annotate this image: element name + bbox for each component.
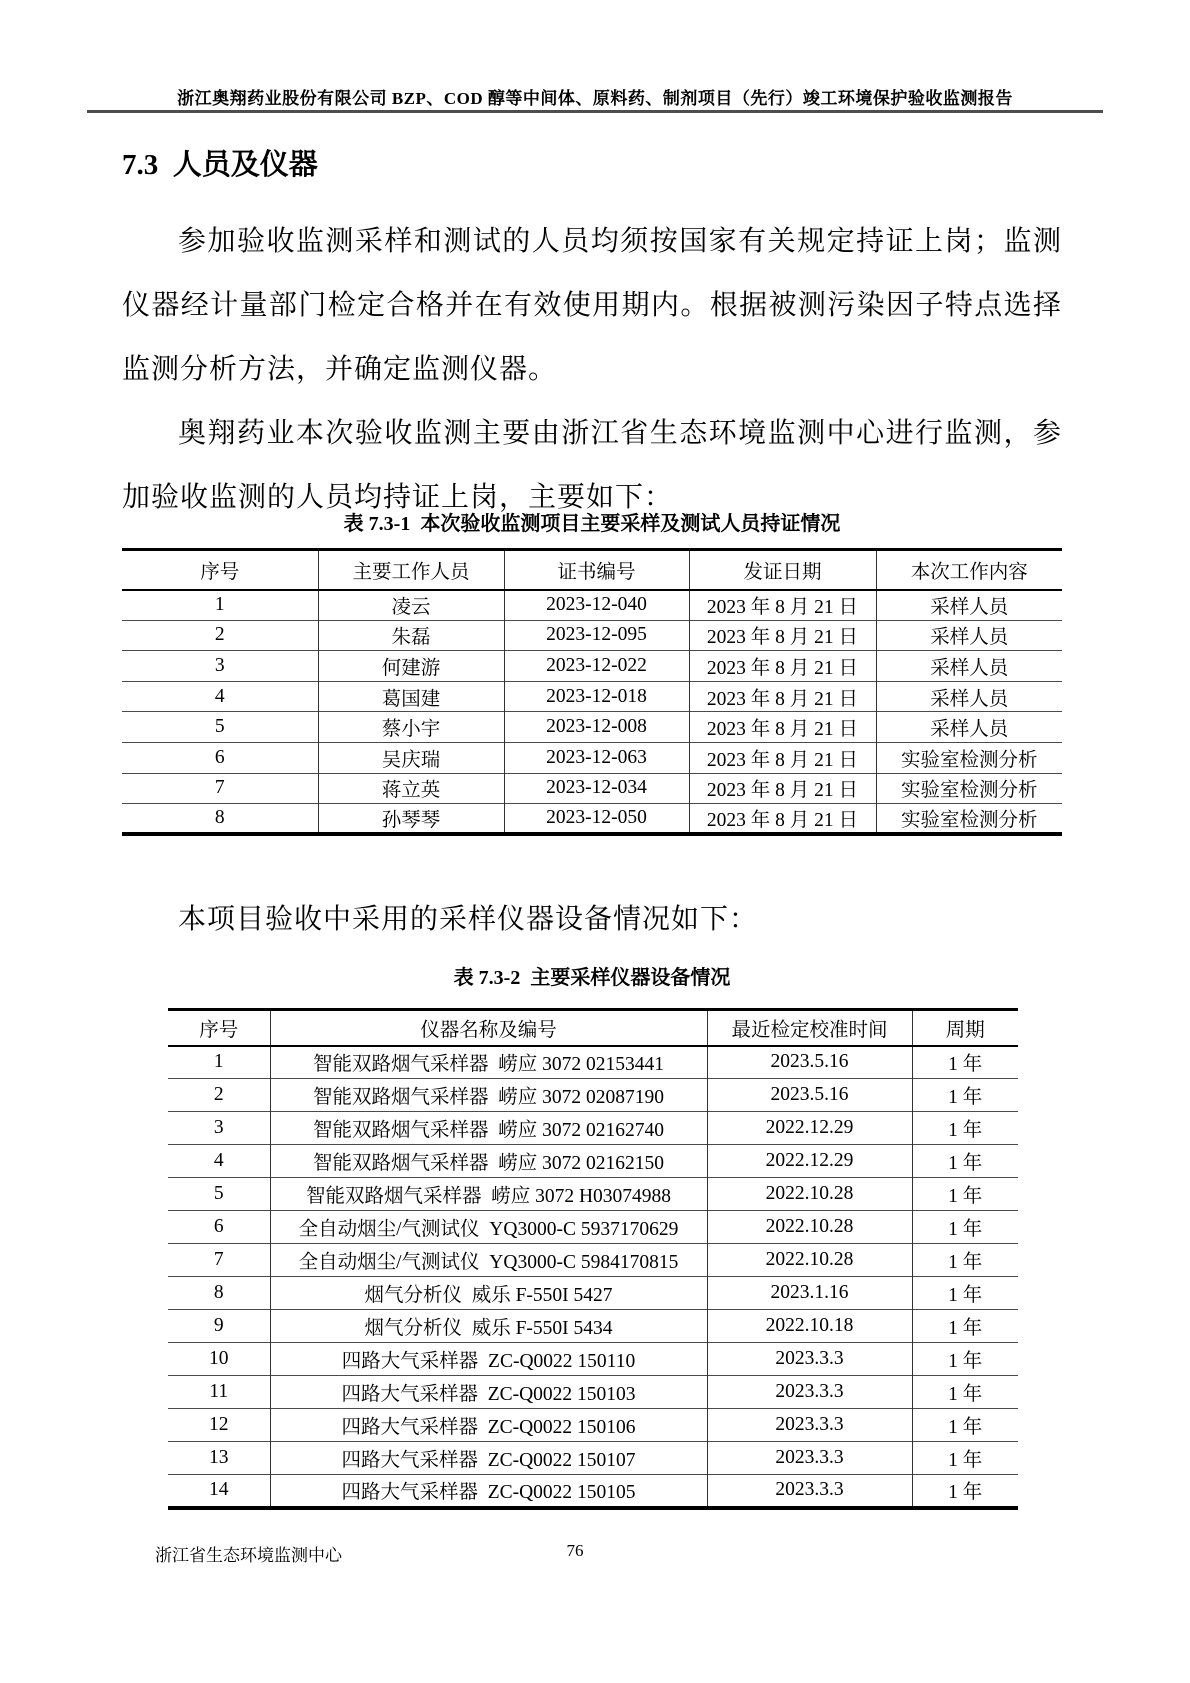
table-cell: 1 年	[912, 1376, 1018, 1409]
table-cell: 1 年	[912, 1442, 1018, 1475]
page-footer	[0, 1541, 1190, 1565]
table-cell: 采样人员	[876, 651, 1062, 682]
table-cell: 2022.10.18	[707, 1310, 912, 1343]
table-cell: 2023 年 8 月 21 日	[689, 804, 876, 835]
table-cell: 5	[213, 1183, 224, 1204]
table-cell: 智能双路烟气采样器 崂应 3072 02153441	[270, 1046, 707, 1079]
table-row	[168, 1376, 1018, 1409]
table-cell: 1 年	[912, 1310, 1018, 1343]
table-row	[122, 620, 1062, 651]
table-cell: 何建游	[318, 651, 504, 682]
table-cell: 1 年	[912, 1178, 1018, 1211]
table-cell: 2023.3.3	[707, 1475, 912, 1508]
table-cell: 采样人员	[876, 712, 1062, 743]
table-cell: 2023 年 8 月 21 日	[689, 773, 876, 804]
table-cell: 朱磊	[318, 620, 504, 651]
table-row	[122, 773, 1062, 804]
table-cell: 四路大气采样器 ZC-Q0022 150110	[270, 1343, 707, 1376]
table-cell: 蔡小宇	[318, 712, 504, 743]
table-row	[122, 742, 1062, 773]
table-cell: 3	[214, 654, 225, 676]
table-cell: 1 年	[912, 1112, 1018, 1145]
table-cell: 2023 年 8 月 21 日	[689, 712, 876, 743]
table-cell: 13	[209, 1447, 229, 1468]
table-cell: 烟气分析仪 威乐 F-550I 5427	[270, 1277, 707, 1310]
table-cell: 2023.3.3	[707, 1343, 912, 1376]
table-cell: 孙琴琴	[318, 804, 504, 835]
table-cell: 4	[214, 685, 225, 707]
table1-caption: 表 7.3-1 本次验收监测项目主要采样及测试人员持证情况	[343, 513, 841, 535]
footer-organization: 浙江省生态环境监测中心	[155, 1546, 342, 1565]
header-divider	[87, 110, 1103, 113]
column-header: 序号	[199, 1019, 239, 1041]
table-cell: 2023-12-022	[504, 651, 689, 682]
table-row	[122, 681, 1062, 712]
table-body	[122, 590, 1062, 835]
table-row	[122, 712, 1062, 743]
table-cell: 2023-12-050	[504, 804, 689, 835]
table-row	[168, 1310, 1018, 1343]
table-row	[168, 1145, 1018, 1178]
table-cell: 2	[213, 1084, 224, 1105]
table-cell: 2023-12-095	[504, 620, 689, 651]
column-header: 本次工作内容	[876, 550, 1062, 590]
table-row	[168, 1442, 1018, 1475]
table-header-row	[122, 550, 1062, 590]
table-row	[168, 1475, 1018, 1508]
table-cell: 2023.5.16	[707, 1046, 912, 1079]
table-cell: 蒋立英	[318, 773, 504, 804]
table-cell: 四路大气采样器 ZC-Q0022 150105	[270, 1475, 707, 1508]
table-cell: 12	[209, 1414, 229, 1435]
table-cell: 实验室检测分析	[876, 773, 1062, 804]
table-cell: 7	[214, 777, 225, 799]
table-header-row	[168, 1010, 1018, 1046]
column-header: 仪器名称及编号	[270, 1010, 707, 1046]
table-cell: 3	[213, 1117, 224, 1138]
column-header: 证书编号	[504, 550, 689, 590]
table-cell: 5	[214, 716, 225, 738]
table-row	[122, 651, 1062, 682]
table-row	[168, 1178, 1018, 1211]
table-row	[168, 1409, 1018, 1442]
table-cell: 2023-12-034	[504, 773, 689, 804]
table-cell: 2023.1.16	[707, 1277, 912, 1310]
table-cell: 2	[214, 624, 225, 646]
instruments-table	[168, 1008, 1018, 1510]
table-cell: 2023.3.3	[707, 1376, 912, 1409]
table-row	[168, 1277, 1018, 1310]
table-header	[122, 550, 1062, 590]
table-cell: 智能双路烟气采样器 崂应 3072 02162740	[270, 1112, 707, 1145]
table-cell: 采样人员	[876, 620, 1062, 651]
page-number: 76	[566, 1541, 584, 1560]
table-cell: 2023-12-018	[504, 681, 689, 712]
table-body	[168, 1046, 1018, 1508]
table-cell: 烟气分析仪 威乐 F-550I 5434	[270, 1310, 707, 1343]
table-cell: 10	[209, 1348, 229, 1369]
table-row	[168, 1244, 1018, 1277]
table-row	[168, 1211, 1018, 1244]
table-cell: 1 年	[912, 1145, 1018, 1178]
table-cell: 四路大气采样器 ZC-Q0022 150107	[270, 1442, 707, 1475]
table-cell: 采样人员	[876, 590, 1062, 621]
table-cell: 2023 年 8 月 21 日	[689, 620, 876, 651]
table-cell: 8	[214, 807, 225, 829]
table-cell: 1 年	[912, 1211, 1018, 1244]
paragraph: 本项目验收中采用的采样仪器设备情况如下：	[178, 904, 759, 935]
table-cell: 2022.10.28	[707, 1211, 912, 1244]
table-cell: 实验室检测分析	[876, 804, 1062, 835]
table-cell: 2023.3.3	[707, 1409, 912, 1442]
table-cell: 葛国建	[318, 681, 504, 712]
table-cell: 智能双路烟气采样器 崂应 3072 02087190	[270, 1079, 707, 1112]
table-cell: 6	[213, 1216, 224, 1237]
table-cell: 1 年	[912, 1409, 1018, 1442]
table-cell: 2023 年 8 月 21 日	[689, 681, 876, 712]
table-cell: 智能双路烟气采样器 崂应 3072 02162150	[270, 1145, 707, 1178]
column-header: 最近检定校准时间	[707, 1010, 912, 1046]
table-cell: 实验室检测分析	[876, 742, 1062, 773]
personnel-table	[122, 548, 1062, 836]
table-row	[168, 1343, 1018, 1376]
table-cell: 2023.3.3	[707, 1442, 912, 1475]
table-cell: 2022.10.28	[707, 1178, 912, 1211]
table-cell: 凌云	[318, 590, 504, 621]
table-cell: 2022.12.29	[707, 1112, 912, 1145]
table-row	[168, 1079, 1018, 1112]
table-row	[168, 1046, 1018, 1079]
paragraph: 奥翔药业本次验收监测主要由浙江省生态环境监测中心进行监测，参加验收监测的人员均持证上岗，主要如下：	[122, 418, 1062, 513]
table-cell: 2023-12-063	[504, 742, 689, 773]
column-header: 序号	[200, 561, 240, 583]
table-cell: 1 年	[912, 1475, 1018, 1508]
running-header: 浙江奥翔药业股份有限公司 BZP、COD 醇等中间体、原料药、制剂项目（先行）竣工环境保护验收监测报告	[177, 89, 1013, 108]
table-cell: 4	[213, 1150, 224, 1171]
table-cell: 2022.12.29	[707, 1145, 912, 1178]
table-cell: 全自动烟尘/气测试仪 YQ3000-C 5937170629	[270, 1211, 707, 1244]
table-cell: 2023-12-040	[504, 590, 689, 621]
table-cell: 1 年	[912, 1343, 1018, 1376]
table-cell: 8	[213, 1282, 224, 1303]
table-cell: 2023.5.16	[707, 1079, 912, 1112]
table-cell: 2023 年 8 月 21 日	[689, 590, 876, 621]
table-cell: 6	[214, 746, 225, 768]
table2-caption: 表 7.3-2 主要采样仪器设备情况	[453, 967, 731, 989]
paragraph: 参加验收监测采样和测试的人员均须按国家有关规定持证上岗；监测仪器经计量部门检定合格并在有效使用期内。根据被测污染因子特点选择监测分析方法，并确定监测仪器。	[122, 226, 1062, 385]
table-row	[168, 1112, 1018, 1145]
table-cell: 9	[213, 1315, 224, 1336]
table-cell: 四路大气采样器 ZC-Q0022 150103	[270, 1376, 707, 1409]
table-cell: 14	[209, 1479, 229, 1501]
table-row	[122, 804, 1062, 835]
table-cell: 1 年	[912, 1244, 1018, 1277]
table-cell: 智能双路烟气采样器 崂应 3072 H03074988	[270, 1178, 707, 1211]
table-cell: 1	[214, 594, 225, 616]
section-title: 7.3 人员及仪器	[122, 149, 318, 181]
table-cell: 1	[213, 1051, 224, 1073]
body-paragraphs	[122, 210, 1062, 530]
table-cell: 1 年	[912, 1046, 1018, 1079]
table-cell: 2023-12-008	[504, 712, 689, 743]
table-cell: 2023 年 8 月 21 日	[689, 742, 876, 773]
table-cell: 采样人员	[876, 681, 1062, 712]
table-cell: 7	[213, 1249, 224, 1270]
table-row	[122, 590, 1062, 621]
column-header: 发证日期	[689, 550, 876, 590]
table-cell: 四路大气采样器 ZC-Q0022 150106	[270, 1409, 707, 1442]
body-paragraph-3	[122, 896, 1062, 944]
table-cell: 全自动烟尘/气测试仪 YQ3000-C 5984170815	[270, 1244, 707, 1277]
table-cell: 1 年	[912, 1079, 1018, 1112]
table-header	[168, 1010, 1018, 1046]
column-header: 周期	[912, 1010, 1018, 1046]
column-header: 主要工作人员	[318, 550, 504, 590]
table-cell: 2022.10.28	[707, 1244, 912, 1277]
table-cell: 2023 年 8 月 21 日	[689, 651, 876, 682]
table-cell: 11	[209, 1381, 229, 1402]
table-cell: 吴庆瑞	[318, 742, 504, 773]
table-cell: 1 年	[912, 1277, 1018, 1310]
